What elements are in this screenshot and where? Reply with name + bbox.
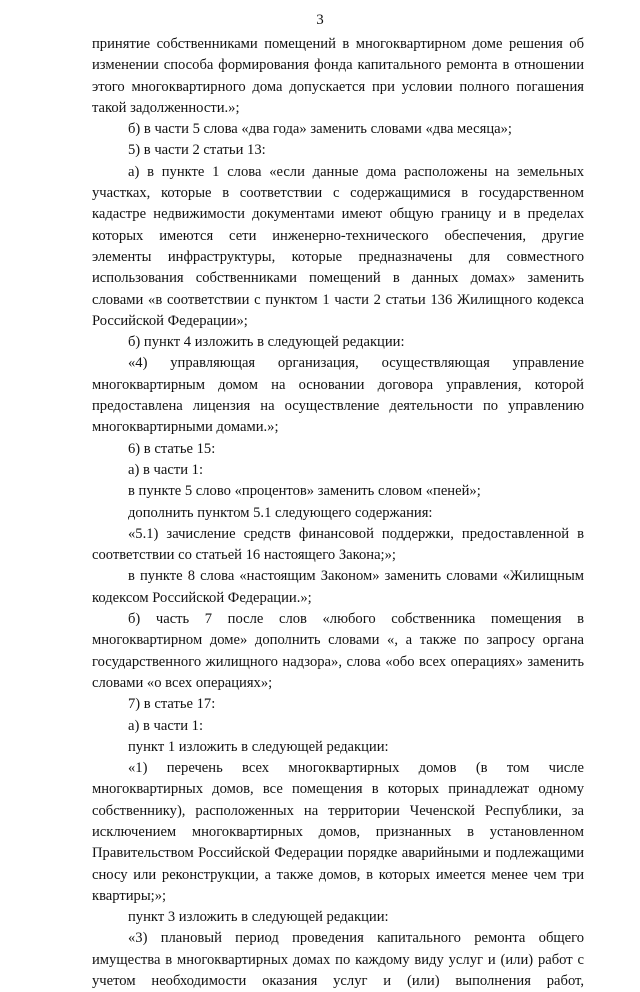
- paragraph: б) в части 5 слова «два года» заменить словами «два месяца»;: [128, 121, 512, 138]
- paragraph: «5.1) зачисление средств финансовой поддержки, предоставленной в соответствии со статьей 16 настоящего Закона;»;: [92, 525, 584, 564]
- paragraph: 5) в части 2 статьи 13:: [128, 142, 266, 159]
- paragraph: в пункте 8 слова «настоящим Законом» заменить словами «Жилищным кодексом Российской Федерации.»;: [92, 568, 584, 606]
- paragraph: б) часть 7 после слов «любого собственника помещения в многоквартирном доме» дополнить словами «, а также по запросу органа государственного жилищного надзора», слова «обо всех операциях» заменить словами «о всех операциях»;: [92, 611, 584, 691]
- paragraph: принятие собственниками помещений в многоквартирном доме решения об изменении способа формирования фонда капитального ремонта в отношении этого многоквартирного дома допускается при условии полного погашения такой задолженности.»;: [92, 36, 584, 116]
- paragraph: а) в части 1:: [128, 717, 204, 734]
- paragraph: б) пункт 4 изложить в следующей редакции:: [128, 334, 405, 351]
- document-body: [92, 34, 584, 992]
- page-number: 3: [316, 12, 324, 28]
- paragraph: а) в пункте 1 слова «если данные дома расположены на земельных участках, которые в соответствии с содержащимися в государственном кадастре недвижимости документами имеют общую границу и в пределах которых имеются сети инженерно-технического обеспечения, другие элементы инфраструктуры, которые предназначены для совместного использования собственниками помещений в данных домах» заменить словами «в соответствии с пунктом 1 части 2 статьи 136 Жилищного кодекса Российской Федерации»;: [92, 163, 584, 329]
- paragraph: 6) в статье 15:: [128, 440, 216, 457]
- paragraph: пункт 1 изложить в следующей редакции:: [128, 738, 389, 755]
- paragraph: «4) управляющая организация, осуществляющая управление многоквартирным домом на основании договора управления, которой предоставлена лицензия на осуществление деятельности по управлению многоквартирными домами.»;: [92, 355, 584, 436]
- paragraph: «1) перечень всех многоквартирных домов (в том числе многоквартирных домов, все помещения в которых принадлежат одному собственнику), расположенных на территории Чеченской Республики, за исключением многоквартирных домов, признанных в установленном Правительством Российской Федерации порядке аварийными и подлежащими сносу или реконструкции, а также домов, в которых имеется менее чем три квартиры;»;: [92, 760, 584, 904]
- paragraph: «3) плановый период проведения капитального ремонта общего имущества в многоквартирных домах по каждому виду услуг и (или) работ с учетом необходимости оказания услуг и (или) выполнения работ,: [92, 930, 584, 990]
- paragraph: в пункте 5 слово «процентов» заменить словом «пеней»;: [128, 483, 481, 500]
- paragraph: а) в части 1:: [128, 461, 204, 478]
- paragraph: дополнить пунктом 5.1 следующего содержания:: [128, 504, 433, 521]
- paragraph: 7) в статье 17:: [128, 696, 216, 713]
- paragraph: пункт 3 изложить в следующей редакции:: [128, 909, 389, 926]
